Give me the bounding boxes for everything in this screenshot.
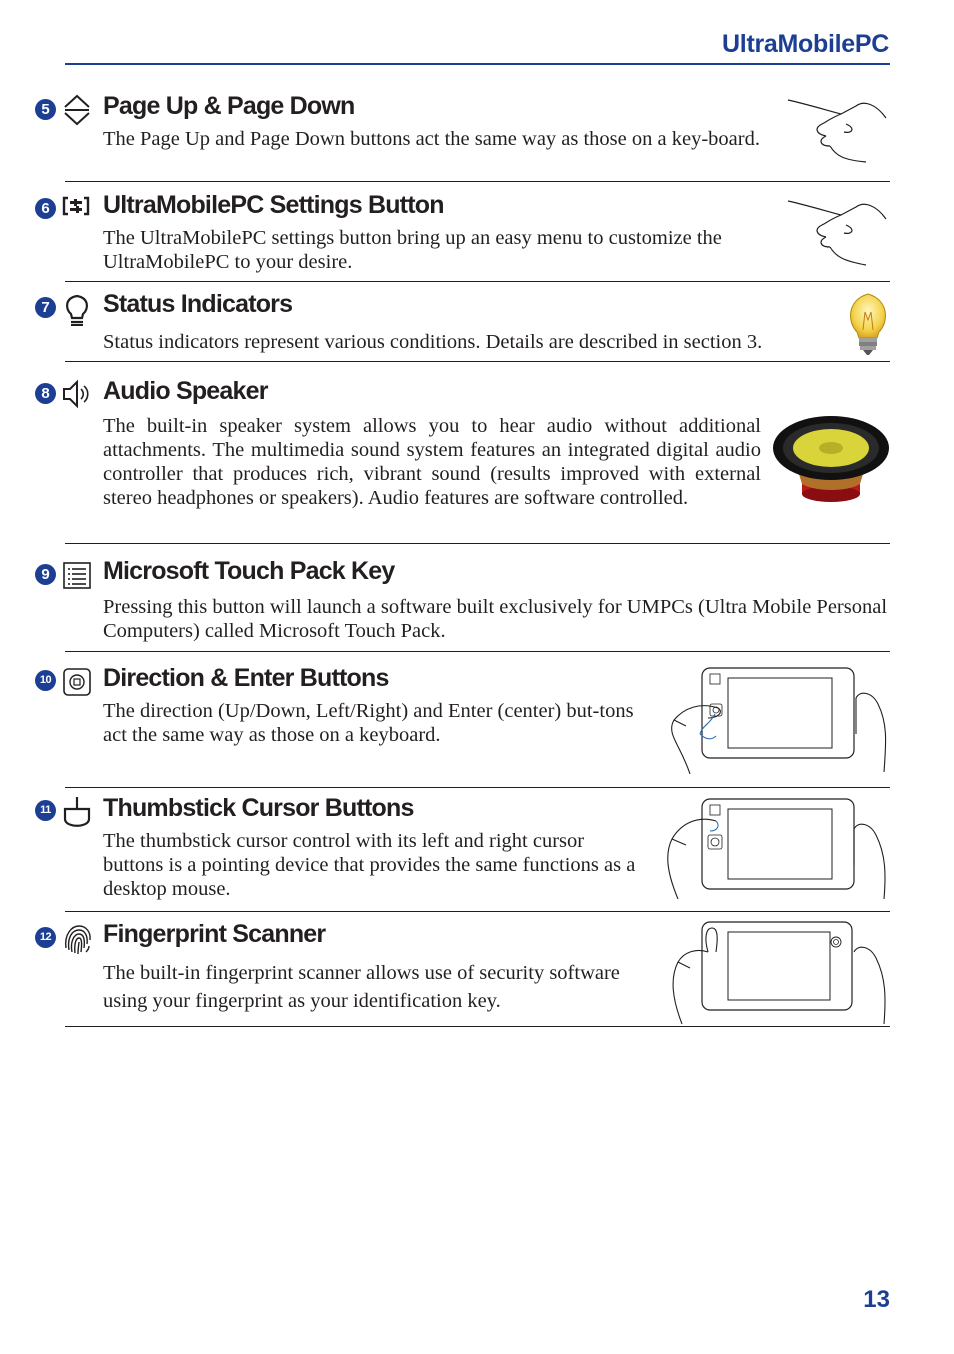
umpc-device-hands-illustration <box>660 664 890 774</box>
running-header-title: UltraMobilePC <box>722 30 889 58</box>
section-number-badge: 5 <box>35 99 56 120</box>
section-title: Fingerprint Scanner <box>103 920 326 948</box>
section-title: Microsoft Touch Pack Key <box>103 557 395 585</box>
mouse-icon <box>62 795 92 829</box>
hand-press-illustration <box>786 94 890 166</box>
section-number-badge: 9 <box>35 564 56 585</box>
umpc-device-hands-illustration <box>660 795 890 905</box>
glowing-lightbulb-illustration <box>845 290 891 356</box>
fingerprint-icon <box>62 922 92 956</box>
section-body: The thumbstick cursor control with its left and right cursor buttons is a pointing device that provides the same functions as a desktop mouse. <box>103 830 636 900</box>
section-number-badge: 12 <box>35 927 56 948</box>
section-divider <box>65 361 890 362</box>
section-title: Page Up & Page Down <box>103 92 355 120</box>
settings-button-icon <box>62 192 92 226</box>
speaker-icon <box>62 377 92 411</box>
section-divider <box>65 543 890 544</box>
direction-enter-icon <box>62 665 92 699</box>
section-divider <box>65 911 890 912</box>
section-body: Status indicators represent various conditions. Details are described in section 3. <box>103 331 763 353</box>
section-body: Pressing this button will launch a software built exclusively for UMPCs (Ultra Mobile Personal Computers) called Microsoft Touch Pack. <box>103 596 888 642</box>
section-divider <box>65 1026 890 1027</box>
page-up-down-icon <box>62 93 92 127</box>
section-body: The direction (Up/Down, Left/Right) and Enter (center) but-tons act the same way as those on a keyboard. <box>103 700 634 746</box>
section-divider <box>65 651 890 652</box>
hand-press-illustration <box>786 195 890 269</box>
section-title: UltraMobilePC Settings Button <box>103 191 444 219</box>
header-rule <box>65 63 890 65</box>
section-divider <box>65 281 890 282</box>
section-title: Audio Speaker <box>103 377 268 405</box>
section-number-badge: 10 <box>35 670 56 691</box>
speaker-illustration <box>770 414 890 506</box>
section-title: Thumbstick Cursor Buttons <box>103 794 414 822</box>
section-body: The UltraMobilePC settings button bring up an easy menu to customize the UltraMobilePC to your desire. <box>103 227 722 273</box>
section-body: The built-in speaker system allows you to hear audio without additional attachments. The multimedia sound system features an integrated digital audio controller that produces rich, vibrant sound (results improved with external stereo headphones or speakers). Audio features are software controlled. <box>103 415 761 509</box>
touch-pack-icon <box>62 559 92 593</box>
umpc-device-hands-illustration <box>668 918 890 1028</box>
section-number-badge: 8 <box>35 383 56 404</box>
section-number-badge: 11 <box>35 800 56 821</box>
page-number: 13 <box>863 1286 890 1313</box>
section-body: The built-in fingerprint scanner allows use of security software using your fingerprint as your identification key. <box>103 962 620 1012</box>
section-body: The Page Up and Page Down buttons act the same way as those on a key-board. <box>103 128 760 150</box>
section-divider <box>65 787 890 788</box>
section-title: Status Indicators <box>103 290 293 318</box>
section-number-badge: 7 <box>35 297 56 318</box>
section-divider <box>65 181 890 182</box>
lightbulb-icon <box>62 292 92 326</box>
section-number-badge: 6 <box>35 198 56 219</box>
section-title: Direction & Enter Buttons <box>103 664 389 692</box>
